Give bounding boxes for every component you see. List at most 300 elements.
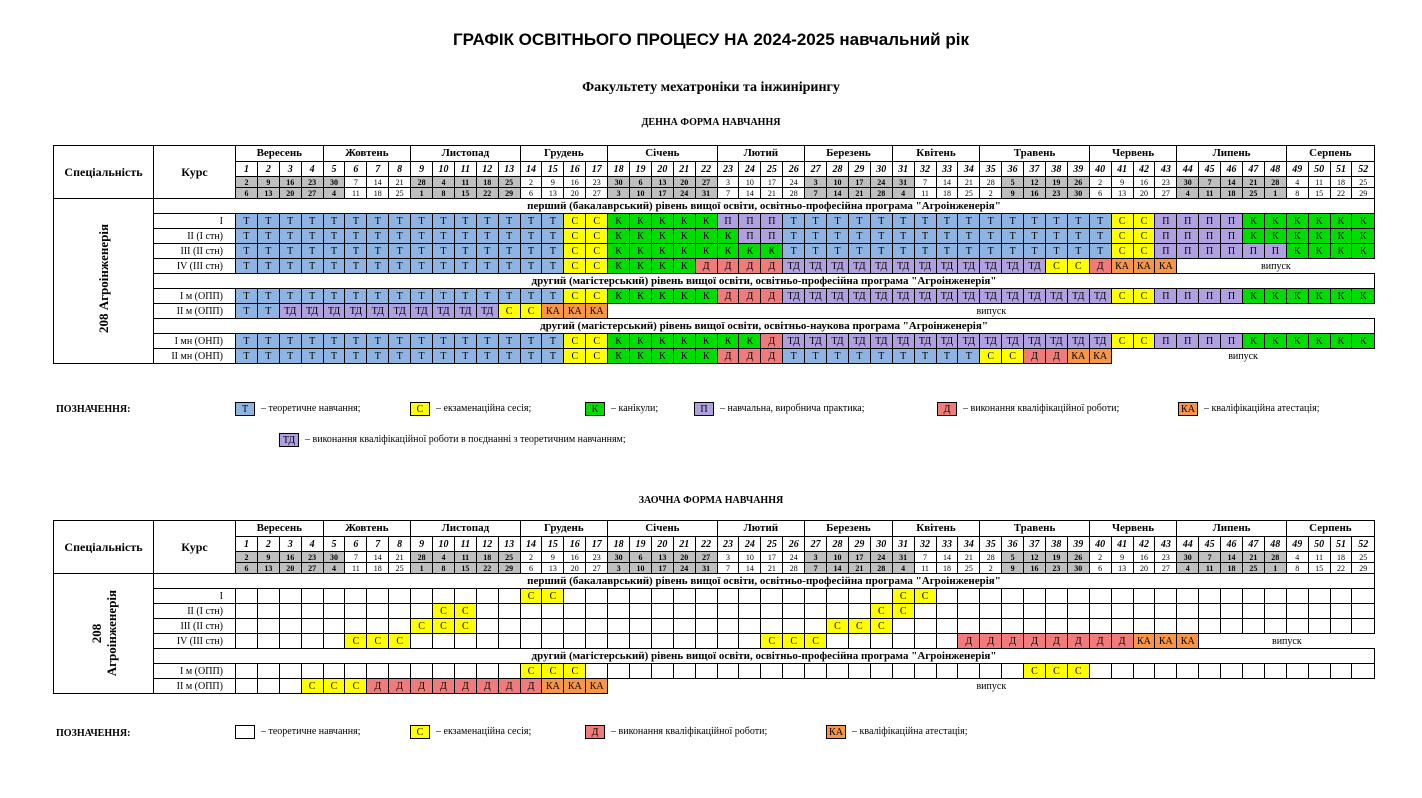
schedule-cell: ТД	[1002, 259, 1024, 274]
schedule-cell: С	[345, 679, 367, 694]
date-start: 16	[1133, 177, 1155, 188]
week-number: 21	[673, 162, 695, 177]
schedule-cell: С	[914, 589, 936, 604]
schedule-cell: Т	[542, 214, 564, 229]
schedule-cell	[673, 619, 695, 634]
schedule-cell: К	[1308, 334, 1330, 349]
schedule-cell: С	[1045, 664, 1067, 679]
course-label: I	[154, 214, 236, 229]
date-start: 21	[389, 177, 411, 188]
date-end: 23	[1045, 188, 1067, 199]
date-start: 28	[1264, 177, 1286, 188]
schedule-cell: К	[1352, 334, 1375, 349]
week-number: 20	[651, 537, 673, 552]
schedule-cell: К	[651, 214, 673, 229]
schedule-cell	[367, 604, 389, 619]
schedule-cell	[805, 619, 827, 634]
schedule-cell: К	[1286, 214, 1308, 229]
date-start: 13	[651, 552, 673, 563]
schedule-cell: К	[630, 334, 652, 349]
schedule-cell: Т	[279, 349, 301, 364]
schedule-cell	[936, 664, 958, 679]
course-label: I м (ОПП)	[154, 664, 236, 679]
schedule-cell: Т	[345, 229, 367, 244]
schedule-cell: Т	[301, 214, 323, 229]
legend-text: – виконання кваліфікаційної роботи;	[963, 403, 1120, 414]
week-number: 30	[870, 162, 892, 177]
week-number: 26	[783, 162, 805, 177]
date-start: 17	[761, 552, 783, 563]
week-number: 35	[980, 162, 1002, 177]
schedule-cell: С	[892, 589, 914, 604]
date-start: 3	[805, 552, 827, 563]
date-start: 7	[1199, 177, 1221, 188]
date-end: 13	[257, 563, 279, 574]
schedule-cell: С	[520, 589, 542, 604]
legend-text: – кваліфікаційна атестація;	[852, 726, 968, 737]
date-start: 2	[520, 552, 542, 563]
schedule-cell: С	[586, 289, 608, 304]
date-start: 2	[1089, 552, 1111, 563]
schedule-cell	[783, 664, 805, 679]
schedule-cell	[761, 619, 783, 634]
date-end: 1	[411, 188, 433, 199]
schedule-cell	[1133, 604, 1155, 619]
specialty-header: Спеціальність	[54, 146, 154, 199]
schedule-cell: П	[1177, 334, 1199, 349]
schedule-cell: К	[608, 229, 630, 244]
schedule-cell	[914, 619, 936, 634]
schedule-cell: Т	[433, 229, 455, 244]
schedule-cell: КА	[542, 304, 564, 319]
schedule-cell: К	[651, 334, 673, 349]
schedule-cell	[608, 604, 630, 619]
schedule-cell	[498, 634, 520, 649]
schedule-cell: С	[564, 244, 586, 259]
schedule-cell	[1002, 664, 1024, 679]
schedule-cell: Т	[367, 289, 389, 304]
month-cell: Квітень	[892, 146, 980, 162]
schedule-cell: Т	[870, 214, 892, 229]
schedule-cell	[367, 619, 389, 634]
schedule-cell	[1264, 604, 1286, 619]
schedule-cell: Т	[367, 259, 389, 274]
schedule-cell: ТД	[411, 304, 433, 319]
schedule-cell: П	[717, 214, 739, 229]
week-number: 24	[739, 537, 761, 552]
date-end: 22	[476, 188, 498, 199]
schedule-cell	[323, 604, 345, 619]
schedule-cell: К	[1242, 289, 1264, 304]
faculty-title: Факультету мехатроніки та інжинірингу	[582, 80, 840, 95]
schedule-cell	[279, 634, 301, 649]
daytime-legend-title: ПОЗНАЧЕННЯ:	[56, 404, 131, 415]
schedule-cell: ТД	[914, 259, 936, 274]
schedule-cell	[761, 604, 783, 619]
schedule-cell: К	[1286, 229, 1308, 244]
schedule-cell: К	[630, 259, 652, 274]
schedule-cell: С	[411, 619, 433, 634]
date-start: 6	[630, 177, 652, 188]
week-number: 15	[542, 162, 564, 177]
month-cell: Лютий	[717, 146, 805, 162]
schedule-cell: Т	[476, 214, 498, 229]
schedule-cell	[958, 619, 980, 634]
date-start: 12	[1024, 552, 1046, 563]
week-number: 42	[1133, 537, 1155, 552]
date-end: 24	[673, 188, 695, 199]
date-start: 18	[476, 177, 498, 188]
schedule-cell	[476, 604, 498, 619]
extramural-legend-title: ПОЗНАЧЕННЯ:	[56, 728, 131, 739]
schedule-cell: Д	[389, 679, 411, 694]
date-end: 21	[848, 563, 870, 574]
schedule-cell: Т	[892, 214, 914, 229]
schedule-cell: С	[586, 244, 608, 259]
schedule-cell	[1089, 664, 1111, 679]
week-number: 6	[345, 162, 367, 177]
schedule-cell: ТД	[389, 304, 411, 319]
schedule-cell: Т	[1002, 244, 1024, 259]
schedule-cell: Д	[454, 679, 476, 694]
date-start: 14	[367, 552, 389, 563]
schedule-cell: К	[673, 229, 695, 244]
week-number: 12	[476, 162, 498, 177]
date-end: 6	[520, 563, 542, 574]
schedule-cell: П	[1242, 244, 1264, 259]
schedule-cell	[1352, 664, 1375, 679]
schedule-cell	[367, 664, 389, 679]
schedule-cell	[958, 604, 980, 619]
schedule-cell: С	[586, 229, 608, 244]
date-end: 25	[958, 188, 980, 199]
schedule-cell: Т	[1002, 229, 1024, 244]
week-number: 42	[1133, 162, 1155, 177]
week-number: 29	[848, 537, 870, 552]
schedule-cell	[1111, 664, 1133, 679]
schedule-cell: Д	[1024, 349, 1046, 364]
date-end: 25	[1242, 188, 1264, 199]
date-start: 7	[914, 552, 936, 563]
schedule-cell: Д	[717, 289, 739, 304]
week-number: 4	[301, 537, 323, 552]
program-title: перший (бакалаврський) рівень вищої освіти, освітньо-професійна програма "Агроінженерія"	[154, 199, 1375, 214]
date-end: 7	[717, 188, 739, 199]
date-end: 4	[892, 188, 914, 199]
schedule-cell	[564, 604, 586, 619]
schedule-cell: КА	[1067, 349, 1089, 364]
schedule-cell: К	[1352, 289, 1375, 304]
schedule-cell	[520, 619, 542, 634]
schedule-cell: К	[695, 349, 717, 364]
schedule-cell: К	[1352, 244, 1375, 259]
week-number: 10	[433, 537, 455, 552]
schedule-cell	[389, 619, 411, 634]
schedule-cell: С	[564, 664, 586, 679]
schedule-cell	[301, 589, 323, 604]
schedule-cell	[695, 589, 717, 604]
week-number: 14	[520, 537, 542, 552]
schedule-cell	[1089, 619, 1111, 634]
schedule-cell: Т	[301, 229, 323, 244]
legend-swatch: Д	[585, 725, 605, 739]
week-number: 36	[1002, 537, 1024, 552]
date-start: 14	[1221, 177, 1243, 188]
date-start-row	[54, 177, 1375, 188]
schedule-cell: Т	[542, 244, 564, 259]
schedule-cell: Т	[454, 289, 476, 304]
extramural-heading: ЗАОЧНА ФОРМА НАВЧАННЯ	[638, 495, 784, 506]
schedule-cell: Т	[433, 259, 455, 274]
schedule-cell: П	[1221, 289, 1243, 304]
schedule-cell: ТД	[914, 334, 936, 349]
schedule-cell	[498, 604, 520, 619]
week-number: 43	[1155, 537, 1177, 552]
date-end: 29	[498, 188, 520, 199]
schedule-cell	[367, 589, 389, 604]
schedule-cell: С	[389, 634, 411, 649]
week-number: 19	[630, 537, 652, 552]
schedule-cell: Д	[761, 289, 783, 304]
schedule-cell	[586, 634, 608, 649]
schedule-cell	[936, 634, 958, 649]
course-label: III (ІІ стн)	[154, 619, 236, 634]
schedule-cell	[454, 589, 476, 604]
week-number: 28	[827, 162, 849, 177]
schedule-cell: Т	[936, 214, 958, 229]
week-number: 22	[695, 537, 717, 552]
schedule-cell: Д	[433, 679, 455, 694]
date-start: 20	[673, 552, 695, 563]
week-number: 52	[1352, 162, 1375, 177]
schedule-cell: К	[673, 334, 695, 349]
schedule-cell	[1024, 604, 1046, 619]
week-number: 51	[1330, 537, 1352, 552]
schedule-cell: П	[1177, 214, 1199, 229]
date-start: 24	[870, 177, 892, 188]
schedule-cell	[345, 664, 367, 679]
graduation-note: випуск	[1261, 260, 1291, 272]
schedule-cell: ТД	[783, 334, 805, 349]
date-start: 21	[958, 552, 980, 563]
schedule-cell: Т	[1067, 244, 1089, 259]
schedule-cell: Т	[257, 289, 279, 304]
date-start: 9	[542, 177, 564, 188]
schedule-cell: Д	[1024, 634, 1046, 649]
week-number: 1	[236, 537, 258, 552]
date-end: 8	[433, 188, 455, 199]
schedule-cell: С	[980, 349, 1002, 364]
legend-swatch: С	[410, 402, 430, 416]
schedule-cell	[1199, 589, 1221, 604]
schedule-cell: К	[1264, 334, 1286, 349]
schedule-cell	[1155, 604, 1177, 619]
date-start: 28	[411, 552, 433, 563]
program-row	[54, 274, 1375, 289]
schedule-cell: С	[1024, 664, 1046, 679]
schedule-cell	[1155, 619, 1177, 634]
schedule-cell	[673, 604, 695, 619]
schedule-cell	[914, 664, 936, 679]
schedule-cell: С	[892, 604, 914, 619]
week-number: 13	[498, 537, 520, 552]
schedule-cell: С	[520, 304, 542, 319]
schedule-cell: К	[651, 229, 673, 244]
date-start: 23	[301, 552, 323, 563]
schedule-cell: С	[498, 304, 520, 319]
schedule-cell	[389, 664, 411, 679]
schedule-cell: ТД	[1024, 334, 1046, 349]
schedule-cell: Т	[520, 214, 542, 229]
schedule-cell: Т	[323, 229, 345, 244]
date-end: 1	[411, 563, 433, 574]
schedule-cell	[1264, 619, 1286, 634]
schedule-cell: Д	[1002, 634, 1024, 649]
date-end: 15	[454, 563, 476, 574]
schedule-cell: К	[608, 214, 630, 229]
schedule-cell: Т	[980, 214, 1002, 229]
month-cell: Березень	[805, 521, 893, 537]
schedule-cell: Т	[914, 244, 936, 259]
date-end: 6	[1089, 188, 1111, 199]
schedule-cell: Т	[301, 349, 323, 364]
month-cell: Лютий	[717, 521, 805, 537]
schedule-cell: ТД	[958, 259, 980, 274]
schedule-cell: ТД	[848, 289, 870, 304]
week-number: 4	[301, 162, 323, 177]
week-number: 25	[761, 537, 783, 552]
schedule-cell	[1133, 664, 1155, 679]
legend-text: – екзаменаційна сесія;	[436, 726, 532, 737]
schedule-cell	[323, 664, 345, 679]
schedule-cell: С	[761, 634, 783, 649]
schedule-cell: К	[1264, 214, 1286, 229]
schedule-cell: Т	[367, 214, 389, 229]
schedule-cell	[279, 664, 301, 679]
week-number: 22	[695, 162, 717, 177]
date-end: 14	[739, 188, 761, 199]
week-number: 23	[717, 162, 739, 177]
date-end: 25	[389, 563, 411, 574]
schedule-cell: Т	[345, 259, 367, 274]
date-start: 30	[1177, 177, 1199, 188]
schedule-cell: Т	[914, 349, 936, 364]
date-start: 30	[608, 552, 630, 563]
schedule-cell	[1199, 619, 1221, 634]
graduation-note: випуск	[976, 305, 1007, 317]
schedule-cell: П	[1199, 289, 1221, 304]
schedule-cell	[739, 664, 761, 679]
month-cell: Жовтень	[323, 146, 411, 162]
date-start: 5	[1002, 177, 1024, 188]
date-start: 10	[827, 177, 849, 188]
week-number: 34	[958, 162, 980, 177]
date-end: 16	[1024, 563, 1046, 574]
week-number: 48	[1264, 537, 1286, 552]
course-row	[54, 229, 1375, 244]
schedule-cell: Д	[1089, 634, 1111, 649]
date-end: 30	[1067, 563, 1089, 574]
schedule-cell	[695, 604, 717, 619]
schedule-cell: ТД	[936, 334, 958, 349]
schedule-cell: К	[651, 259, 673, 274]
schedule-cell: Д	[1045, 349, 1067, 364]
schedule-cell: С	[848, 619, 870, 634]
schedule-cell: С	[454, 604, 476, 619]
program-title: перший (бакалаврський) рівень вищої освіти, освітньо-професійна програма "Агроінженерія"	[154, 574, 1375, 589]
schedule-cell	[389, 604, 411, 619]
schedule-cell: ТД	[848, 334, 870, 349]
month-cell: Липень	[1177, 146, 1286, 162]
schedule-cell: К	[673, 349, 695, 364]
date-start: 9	[542, 552, 564, 563]
schedule-cell: Т	[1024, 244, 1046, 259]
date-end: 20	[564, 563, 586, 574]
schedule-cell	[827, 664, 849, 679]
program-row	[54, 319, 1375, 334]
schedule-cell: ТД	[279, 304, 301, 319]
schedule-cell	[717, 664, 739, 679]
schedule-cell: К	[630, 214, 652, 229]
schedule-cell	[257, 634, 279, 649]
schedule-cell	[1308, 619, 1330, 634]
date-start: 7	[345, 177, 367, 188]
schedule-cell	[542, 634, 564, 649]
schedule-cell	[236, 619, 258, 634]
schedule-cell	[257, 589, 279, 604]
schedule-cell: ТД	[870, 259, 892, 274]
schedule-cell	[651, 634, 673, 649]
graduation-note: випуск	[1228, 350, 1258, 362]
date-end: 20	[279, 563, 301, 574]
schedule-cell: С	[1111, 289, 1133, 304]
date-start: 20	[673, 177, 695, 188]
graduation-note: випуск	[976, 680, 1007, 692]
schedule-cell: Т	[389, 334, 411, 349]
legend-swatch: КА	[826, 725, 846, 739]
schedule-cell	[1089, 604, 1111, 619]
date-start: 16	[279, 177, 301, 188]
date-start: 3	[717, 177, 739, 188]
schedule-cell: КА	[1133, 259, 1155, 274]
schedule-cell: Т	[279, 214, 301, 229]
schedule-cell: Т	[279, 244, 301, 259]
date-start: 17	[848, 552, 870, 563]
schedule-cell	[411, 664, 433, 679]
schedule-cell	[1242, 619, 1264, 634]
week-number: 51	[1330, 162, 1352, 177]
legend-text: – кваліфікаційна атестація;	[1204, 403, 1320, 414]
schedule-cell: Т	[236, 289, 258, 304]
date-start: 9	[1111, 552, 1133, 563]
schedule-cell: Т	[389, 289, 411, 304]
date-start: 23	[1155, 552, 1177, 563]
schedule-cell	[301, 634, 323, 649]
schedule-cell: К	[1352, 214, 1375, 229]
month-cell: Квітень	[892, 521, 980, 537]
week-number: 7	[367, 537, 389, 552]
schedule-cell: ТД	[1045, 334, 1067, 349]
schedule-cell: Т	[542, 349, 564, 364]
schedule-cell: Т	[236, 229, 258, 244]
date-start: 6	[630, 552, 652, 563]
schedule-cell: Т	[236, 244, 258, 259]
schedule-cell	[1352, 589, 1375, 604]
schedule-cell: Т	[848, 244, 870, 259]
date-start: 3	[805, 177, 827, 188]
schedule-cell: ТД	[892, 334, 914, 349]
schedule-cell: Т	[323, 214, 345, 229]
